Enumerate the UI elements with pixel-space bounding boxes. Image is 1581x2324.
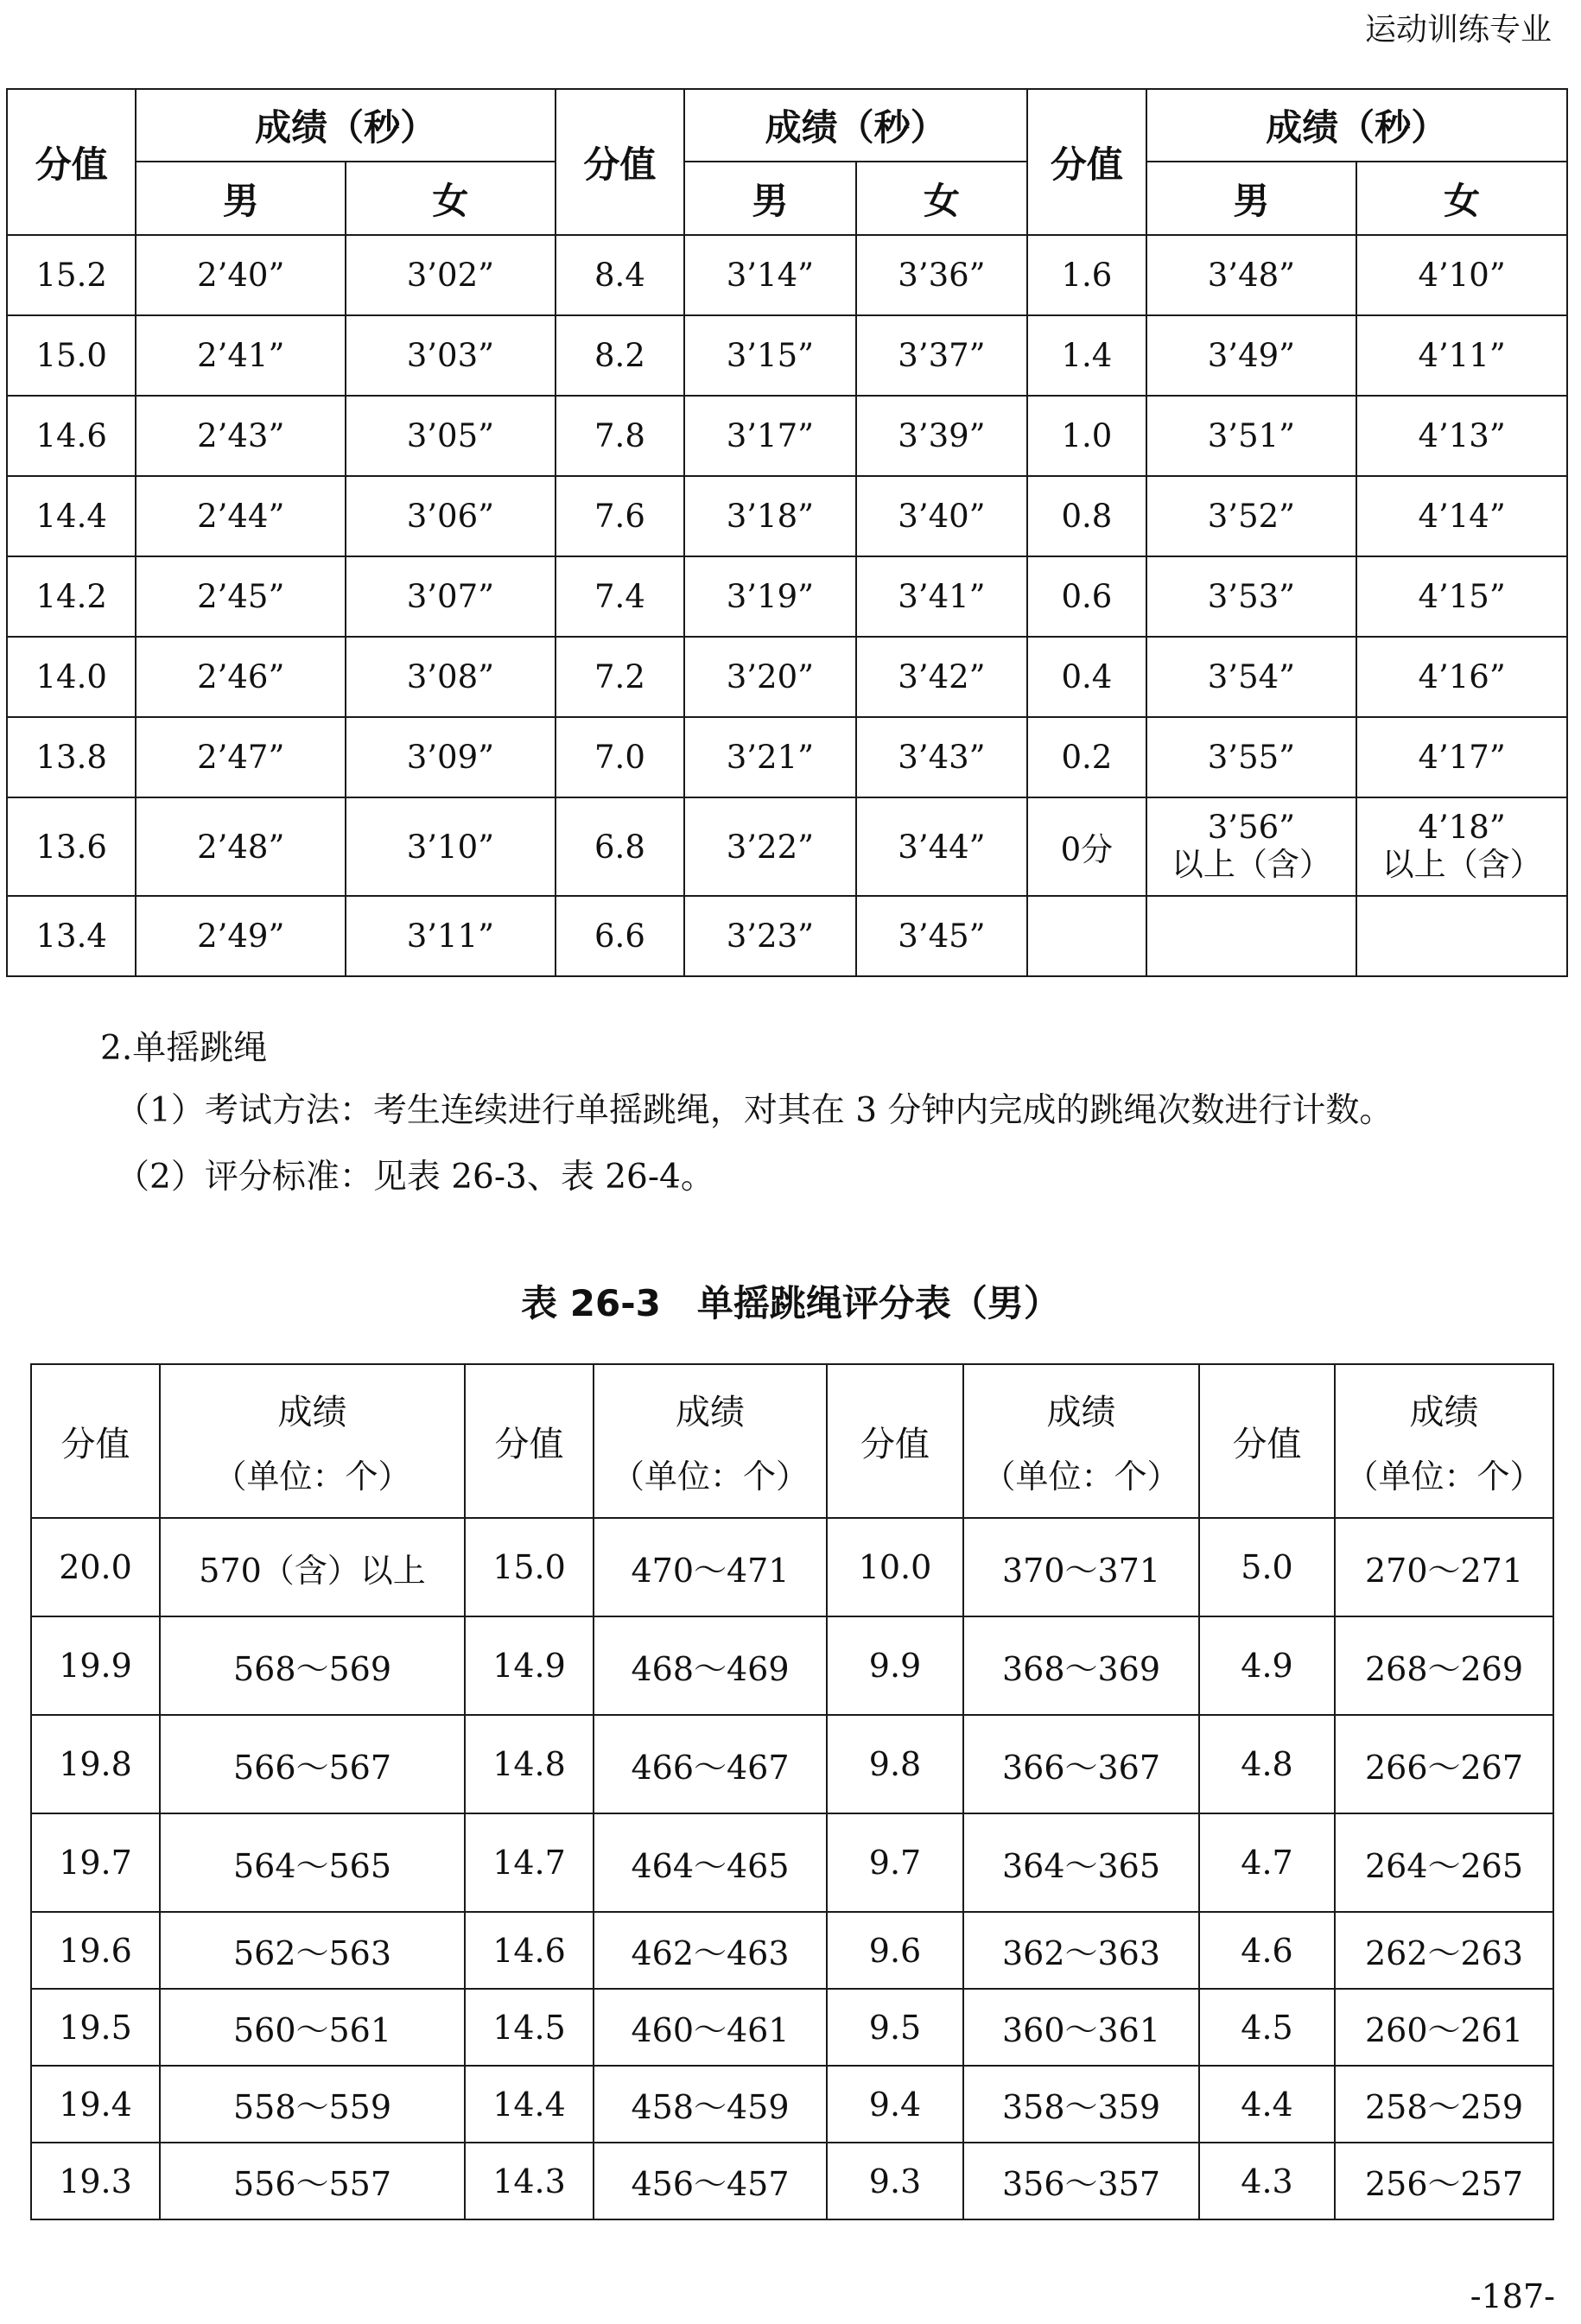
running-score-table [6,88,1568,977]
table-cell: 566～567 [160,1715,465,1813]
table-row [7,797,1567,896]
table-cell: 20.0 [31,1518,160,1616]
table-row [7,315,1567,396]
result-header: 成绩（秒） [136,89,555,162]
table-row [7,717,1567,797]
table-cell: 258～259 [1335,2066,1553,2143]
table-row [31,2066,1553,2143]
table-row [7,396,1567,476]
result-header [1335,1364,1553,1518]
table-cell: 8.2 [556,315,684,396]
table-cell: 7.2 [556,637,684,717]
table-cell: 0.8 [1027,476,1146,556]
score-header: 分值 [7,89,136,235]
table-cell: 2’46” [136,637,346,717]
table-cell: 3’39” [856,396,1028,476]
table-cell: 4’13” [1356,396,1567,476]
score-header: 分值 [1027,89,1146,235]
result-header: 成绩（秒） [1146,89,1567,162]
table-cell: 3’17” [684,396,856,476]
result-label: 成绩 [1046,1393,1116,1432]
score-header: 分值 [465,1364,594,1518]
unit-label: （单位：个） [1345,1457,1543,1495]
table-cell: 3’36” [856,235,1028,315]
table-cell: 370～371 [963,1518,1199,1616]
table-row [7,476,1567,556]
table-cell: 3’51” [1146,396,1357,476]
table-cell: 5.0 [1199,1518,1335,1616]
table-cell: 19.4 [31,2066,160,2143]
female-header: 女 [346,162,556,235]
table-cell: 2’48” [136,797,346,896]
table-cell: 360～361 [963,1989,1199,2066]
table-cell: 3’14” [684,235,856,315]
table-cell: 0.6 [1027,556,1146,637]
table-cell: 368～369 [963,1616,1199,1715]
table-cell: 4.4 [1199,2066,1335,2143]
section-heading: 2.单摇跳绳 [100,1029,268,1068]
table-cell: 3’19” [684,556,856,637]
table-cell: 19.5 [31,1989,160,2066]
table-cell: 15.2 [7,235,136,315]
table-cell: 0.4 [1027,637,1146,717]
table-row [7,637,1567,717]
table-cell: 3’55” [1146,717,1357,797]
table-cell: 9.3 [827,2143,963,2219]
table-cell: 256～257 [1335,2143,1553,2219]
table-cell: 7.4 [556,556,684,637]
table-cell: 3’08” [346,637,556,717]
table-cell: 13.4 [7,896,136,976]
table-cell: 464～465 [594,1813,827,1912]
table-cell: 3’53” [1146,556,1357,637]
table-cell: 462～463 [594,1912,827,1989]
table-cell: 3’49” [1146,315,1357,396]
table-cell: 570（含）以上 [160,1518,465,1616]
table-cell: 556～557 [160,2143,465,2219]
table-cell: 3’05” [346,396,556,476]
table-cell: 3’20” [684,637,856,717]
table-cell: 4’15” [1356,556,1567,637]
result-header [594,1364,827,1518]
male-header: 男 [1146,162,1357,235]
table-cell: 466～467 [594,1715,827,1813]
table-cell: 3’03” [346,315,556,396]
table-cell [1027,896,1146,976]
result-label: 成绩 [676,1393,745,1432]
result-header: 成绩（秒） [684,89,1027,162]
table-cell: 4’10” [1356,235,1567,315]
table-cell: 4’14” [1356,476,1567,556]
table-cell: 4.6 [1199,1912,1335,1989]
table-cell: 14.4 [7,476,136,556]
table-cell: 266～267 [1335,1715,1553,1813]
table-cell: 562～563 [160,1912,465,1989]
table-cell: 7.8 [556,396,684,476]
table-cell: 358～359 [963,2066,1199,2143]
table-cell: 4’16” [1356,637,1567,717]
table-cell: 2’45” [136,556,346,637]
table-cell: 3’40” [856,476,1028,556]
table-cell: 14.2 [7,556,136,637]
table-cell: 3’41” [856,556,1028,637]
result-label: 成绩 [277,1393,347,1432]
table-cell: 1.6 [1027,235,1146,315]
table-cell: 14.9 [465,1616,594,1715]
table-cell: 356～357 [963,2143,1199,2219]
table-row [31,1616,1553,1715]
table-cell: 3’42” [856,637,1028,717]
incl-above-suffix: 以上（含） [1171,846,1331,883]
table-cell [1146,896,1357,976]
table-cell: 560～561 [160,1989,465,2066]
table-cell: 9.9 [827,1616,963,1715]
table-row [31,1989,1553,2066]
table-cell: 4’11” [1356,315,1567,396]
table-row [31,1518,1553,1616]
table-cell: 9.8 [827,1715,963,1813]
score-header: 分值 [556,89,684,235]
table-row [31,1813,1553,1912]
table-cell: 0.2 [1027,717,1146,797]
table-cell: 3’06” [346,476,556,556]
table-cell: 3’48” [1146,235,1357,315]
table-cell: 2’40” [136,235,346,315]
unit-label: （单位：个） [982,1457,1180,1495]
unit-label: （单位：个） [213,1457,411,1495]
table-cell: 270～271 [1335,1518,1553,1616]
score-header: 分值 [31,1364,160,1518]
table-cell: 3’54” [1146,637,1357,717]
table-cell: 14.6 [465,1912,594,1989]
table-cell: 3’10” [346,797,556,896]
table-cell: 3’52” [1146,476,1357,556]
table-cell: 264～265 [1335,1813,1553,1912]
incl-above-suffix: 以上（含） [1381,846,1542,883]
table-row [7,556,1567,637]
table-cell: 13.8 [7,717,136,797]
table-cell: 19.6 [31,1912,160,1989]
table-cell: 4.9 [1199,1616,1335,1715]
score-header: 分值 [1199,1364,1335,1518]
table-cell: 262～263 [1335,1912,1553,1989]
male-header: 男 [136,162,346,235]
table-cell: 9.5 [827,1989,963,2066]
table-row [7,235,1567,315]
page-number: -187- [1470,2277,1555,2315]
table-cell: 13.6 [7,797,136,896]
table-cell: 7.0 [556,717,684,797]
table-cell: 14.6 [7,396,136,476]
result-label: 成绩 [1409,1393,1479,1432]
table-cell: 14.8 [465,1715,594,1813]
table-caption: 表 26-3 单摇跳绳评分表（男） [521,1282,1060,1324]
table-cell: 3’02” [346,235,556,315]
table-cell: 14.3 [465,2143,594,2219]
table-cell: 0分 [1027,797,1146,896]
table-cell: 4.7 [1199,1813,1335,1912]
table-cell: 458～459 [594,2066,827,2143]
table-cell: 9.6 [827,1912,963,1989]
table-cell: 3’37” [856,315,1028,396]
table-cell [1146,797,1357,896]
result-header [963,1364,1199,1518]
table-cell: 7.6 [556,476,684,556]
table-cell: 8.4 [556,235,684,315]
table-cell: 15.0 [7,315,136,396]
rope-skipping-score-table [30,1363,1554,2220]
table-row [31,2143,1553,2219]
table-row [7,896,1567,976]
table-cell: 14.0 [7,637,136,717]
table-cell: 3’18” [684,476,856,556]
table-cell: 6.8 [556,797,684,896]
table-cell: 3’44” [856,797,1028,896]
table-cell: 2’44” [136,476,346,556]
table-cell: 456～457 [594,2143,827,2219]
female-header: 女 [1356,162,1567,235]
table-cell: 362～363 [963,1912,1199,1989]
table-cell: 2’47” [136,717,346,797]
table-cell: 268～269 [1335,1616,1553,1715]
table-cell: 460～461 [594,1989,827,2066]
table-cell: 15.0 [465,1518,594,1616]
table-cell: 468～469 [594,1616,827,1715]
table-cell: 3’22” [684,797,856,896]
table-cell: 3’43” [856,717,1028,797]
table-cell: 558～559 [160,2066,465,2143]
table-cell: 19.3 [31,2143,160,2219]
table-cell: 3’21” [684,717,856,797]
scoring-standard-text: （2）评分标准：见表 26-3、表 26-4。 [116,1158,714,1197]
score-header: 分值 [827,1364,963,1518]
table-cell: 2’41” [136,315,346,396]
table-cell: 260～261 [1335,1989,1553,2066]
table-row [31,1912,1553,1989]
time-value: 4’18” [1418,809,1506,847]
table-cell: 19.8 [31,1715,160,1813]
table-cell: 3’23” [684,896,856,976]
table-cell: 3’07” [346,556,556,637]
female-header: 女 [856,162,1028,235]
table-cell: 19.9 [31,1616,160,1715]
table-cell: 3’11” [346,896,556,976]
table-cell: 9.7 [827,1813,963,1912]
table-cell: 564～565 [160,1813,465,1912]
table-cell: 4.5 [1199,1989,1335,2066]
table-cell: 9.4 [827,2066,963,2143]
time-value: 3’56” [1207,809,1296,847]
table-cell: 568～569 [160,1616,465,1715]
table-cell: 470～471 [594,1518,827,1616]
table-cell: 10.0 [827,1518,963,1616]
table-cell: 1.0 [1027,396,1146,476]
table-cell: 1.4 [1027,315,1146,396]
table-cell: 364～365 [963,1813,1199,1912]
male-header: 男 [684,162,856,235]
table-cell: 4.3 [1199,2143,1335,2219]
table-cell: 14.4 [465,2066,594,2143]
table-cell: 6.6 [556,896,684,976]
table-cell: 3’09” [346,717,556,797]
table-cell: 2’49” [136,896,346,976]
exam-method-text: （1）考试方法：考生连续进行单摇跳绳，对其在 3 分钟内完成的跳绳次数进行计数。 [116,1091,1394,1130]
unit-label: （单位：个） [611,1457,809,1495]
table-cell: 4.8 [1199,1715,1335,1813]
table-cell: 366～367 [963,1715,1199,1813]
table-cell: 14.5 [465,1989,594,2066]
table-cell [1356,896,1567,976]
table-cell: 4’17” [1356,717,1567,797]
table-cell [1356,797,1567,896]
table-cell: 3’45” [856,896,1028,976]
table-cell: 3’15” [684,315,856,396]
result-header [160,1364,465,1518]
table-row [31,1715,1553,1813]
table-cell: 2’43” [136,396,346,476]
table-cell: 14.7 [465,1813,594,1912]
running-header: 运动训练专业 [1364,12,1552,48]
table-cell: 19.7 [31,1813,160,1912]
